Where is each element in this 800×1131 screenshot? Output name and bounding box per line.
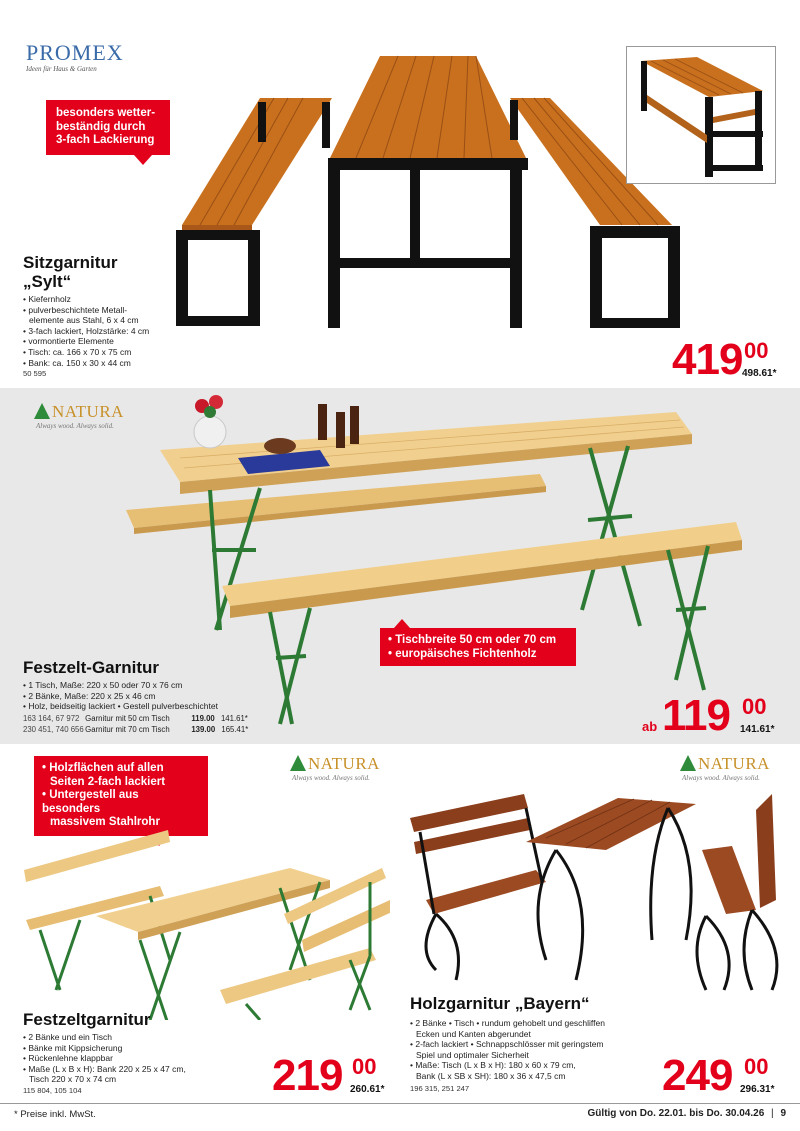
- feature-item: Tisch 220 x 70 x 74 cm: [29, 1074, 117, 1085]
- natura-tagline: Always wood. Always solid.: [682, 774, 760, 782]
- validity-and-page: [588, 1108, 786, 1119]
- natura-logo: [290, 754, 380, 782]
- callout-line: • Untergestell aus besonders: [42, 789, 139, 815]
- feature-item: • 3-fach lackiert, Holzstärke: 4 cm: [23, 325, 150, 336]
- price-note: * Preise inkl. MwSt.: [14, 1109, 96, 1120]
- natura-logo-text: NATURA: [308, 754, 380, 773]
- variant-price: 119.00: [191, 714, 215, 723]
- price-cents: 00: [742, 694, 767, 719]
- variant-old-price: 141.61*: [220, 714, 248, 723]
- price-cents: 00: [352, 1054, 377, 1079]
- variant-article: 163 164, 67 972: [23, 714, 80, 723]
- sylt-feature-list: [23, 294, 149, 368]
- bayern-title: Holzgarnitur „Bayern“: [410, 994, 590, 1013]
- variant-article: 230 451, 740 656: [23, 724, 84, 734]
- natura-logo: [680, 754, 770, 782]
- feature-item: • 1 Tisch, Maße: 220 x 50 oder 70 x 76 cm: [23, 680, 183, 690]
- feature-item: • 2 Bänke • Tisch • rundum gehobelt und geschliffen: [410, 1018, 605, 1028]
- sylt-price: [672, 335, 792, 384]
- festzelt-set-image: [120, 390, 750, 730]
- feature-item: • Tisch: ca. 166 x 70 x 75 cm: [23, 346, 132, 357]
- page-footer: [0, 1103, 800, 1131]
- validity-text: Gültig von Do. 22.01. bis Do. 30.04.26: [587, 1108, 765, 1119]
- callout-line: massivem Stahlrohr: [50, 816, 160, 828]
- bayern-article-number: 196 315, 251 247: [410, 1084, 470, 1093]
- price-cents: 00: [744, 1054, 769, 1079]
- feature-item: • pulverbeschichtete Metall-: [23, 304, 128, 315]
- variant-label: Garnitur mit 70 cm Tisch: [85, 724, 170, 734]
- natura-logo: [34, 402, 124, 430]
- feature-item: Ecken und Kanten abgerundet: [416, 1028, 531, 1039]
- callout-line: Seiten 2-fach lackiert: [50, 775, 166, 788]
- bayern-price: [662, 1051, 792, 1100]
- festzelt-title: Festzelt-Garnitur: [23, 658, 160, 677]
- feature-item: • Bank: ca. 150 x 30 x 44 cm: [23, 357, 131, 368]
- price-old: 296.31*: [740, 1084, 775, 1095]
- natura-tagline: Always wood. Always solid.: [36, 422, 114, 430]
- variant-price: 139.00: [191, 724, 216, 734]
- feature-item: • Bänke mit Kippsicherung: [23, 1042, 123, 1053]
- festzeltgarnitur-title: Festzeltgarnitur: [23, 1010, 151, 1029]
- promex-logo-text: PROMEX: [26, 40, 124, 65]
- festzelt-price: [642, 691, 792, 740]
- callout-line: • Tischbreite 50 cm oder 70 cm: [388, 634, 557, 646]
- price-main: 219: [272, 1051, 343, 1100]
- callout-line: • europäisches Fichtenholz: [388, 648, 537, 660]
- price-old: 260.61*: [350, 1084, 385, 1095]
- product-section-festzelt: [0, 388, 800, 744]
- feature-item: elemente aus Stahl, 6 x 4 cm: [29, 315, 139, 326]
- feature-item: • vormontierte Elemente: [23, 336, 114, 347]
- callout-line: besonders wetter-: [56, 107, 156, 119]
- feature-item: • Maße: Tisch (L x B x H): 180 x 60 x 79 cm,: [410, 1060, 576, 1071]
- title-line: Sitzgarnitur: [23, 253, 118, 272]
- page-number: 9: [780, 1108, 786, 1119]
- callout-line: 3-fach Lackierung: [56, 134, 155, 146]
- tree-icon: [680, 755, 696, 771]
- natura-logo-text: NATURA: [698, 754, 770, 773]
- variant-old-price: 165.41*: [221, 724, 249, 734]
- festzeltgarnitur-article-number: 115 804, 105 104: [23, 1086, 82, 1095]
- tree-icon: [290, 755, 306, 771]
- price-prefix: ab: [642, 719, 658, 734]
- price-old: 498.61*: [742, 368, 777, 379]
- feature-item: • Holz, beidseitig lackiert • Gestell pulverbeschichtet: [23, 701, 218, 712]
- natura-logo-text: NATURA: [52, 402, 124, 421]
- sylt-folded-image: [627, 47, 775, 183]
- product-section-bayern: [400, 744, 800, 1100]
- festzelt-callout: [380, 628, 576, 666]
- tree-icon: [34, 403, 50, 419]
- feature-item: • 2 Bänke, Maße: 220 x 25 x 46 cm: [23, 690, 156, 701]
- bayern-set-image: [406, 790, 794, 1000]
- price-main: 119: [662, 691, 730, 740]
- festzelt-variant-table: [23, 714, 248, 735]
- festzeltgarnitur-feature-list: [23, 1032, 186, 1085]
- sylt-article-number: 50 595: [23, 369, 47, 378]
- callout-line: • Holzflächen auf allen: [42, 762, 164, 774]
- price-old: 141.61*: [740, 724, 775, 735]
- festzeltgarnitur-price: [272, 1051, 396, 1100]
- product-section-sylt: [0, 0, 800, 388]
- festzelt-feature-list: [23, 680, 218, 712]
- separator: |: [771, 1108, 774, 1119]
- promex-logo: [26, 40, 124, 73]
- price-cents: 00: [744, 338, 769, 363]
- feature-item: Spiel und optimaler Sicherheit: [416, 1049, 529, 1060]
- title-line: „Sylt“: [23, 272, 72, 291]
- price-main: 249: [662, 1051, 733, 1100]
- sylt-inset-image-frame: [626, 46, 776, 184]
- natura-tagline: Always wood. Always solid.: [292, 774, 370, 782]
- variant-label: Garnitur mit 50 cm Tisch: [85, 714, 170, 723]
- feature-item: Bank (L x SB x SH): 180 x 36 x 47,5 cm: [416, 1070, 566, 1081]
- product-section-festzeltgarnitur: [0, 744, 400, 1100]
- bayern-feature-list: [410, 1018, 605, 1082]
- sylt-title: [23, 253, 117, 291]
- sylt-callout: [46, 100, 170, 155]
- promex-tagline: Ideen für Haus & Garten: [26, 65, 97, 73]
- feature-item: • Rückenlehne klappbar: [23, 1053, 113, 1064]
- feature-item: • Maße (L x B x H): Bank 220 x 25 x 47 cm,: [23, 1063, 186, 1074]
- variant-row: [23, 725, 248, 736]
- feature-item: • 2 Bänke und ein Tisch: [23, 1032, 112, 1042]
- feature-item: • 2-fach lackiert • Schnappschlösser mit geringstem: [410, 1039, 604, 1050]
- feature-item: • Kiefernholz: [23, 294, 71, 304]
- price-main: 419: [672, 335, 743, 384]
- festzeltgarnitur-image: [20, 820, 390, 1020]
- callout-line: beständig durch: [56, 120, 146, 133]
- variant-row: [23, 714, 248, 725]
- sylt-set-image: [170, 50, 690, 340]
